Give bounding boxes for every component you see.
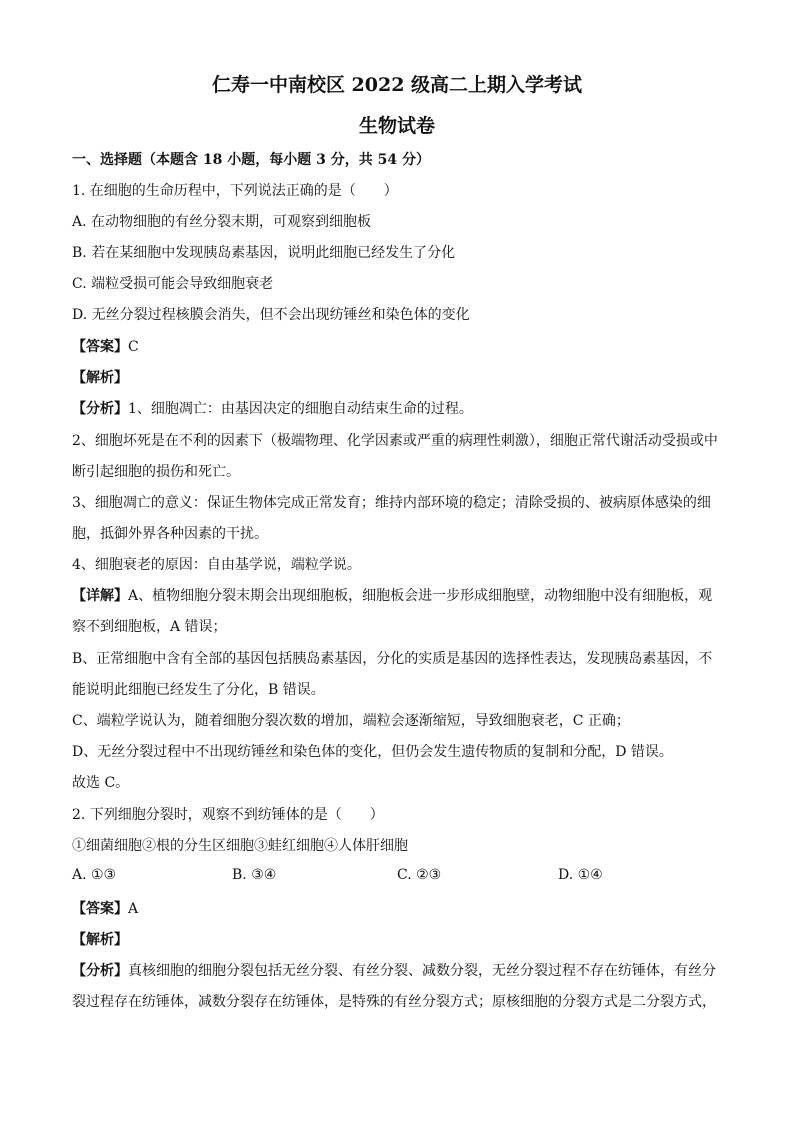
q1-conclusion: 故选 C。 xyxy=(72,775,130,791)
q1-fenxi-line xyxy=(72,399,722,419)
q2-option-c: C. ②③ xyxy=(397,867,442,883)
q1-stem: 1. 在细胞的生命历程中，下列说法正确的是（ ） xyxy=(72,183,398,199)
fenxi-text: 真核细胞的细胞分裂包括无丝分裂、有丝分裂、减数分裂，无丝分裂过程不存在纺锤体，有丝分 xyxy=(128,963,716,979)
q2-fenxi-line xyxy=(72,961,722,981)
q2-fenxi-line: 裂过程存在纺锤体，减数分裂存在纺锤体，是特殊的有丝分裂方式；原核细胞的分裂方式是二分裂方式， xyxy=(72,994,716,1010)
q2-items: ①细菌细胞②根的分生区细胞③蛙红细胞④人体肝细胞 xyxy=(72,838,408,854)
q1-option-d: D. 无丝分裂过程核膜会消失，但不会出现纺锤丝和染色体的变化 xyxy=(72,307,470,323)
answer-value: C xyxy=(128,339,139,355)
q1-xiangjie-line: C、端粒学说认为，随着细胞分裂次数的增加，端粒会逐渐缩短，导致细胞衰老，C 正确； xyxy=(72,713,630,729)
q1-fenxi-line: 3、细胞凋亡的意义：保证生物体完成正常发育；维持内部环境的稳定；清除受损的、被病原体感染的细 xyxy=(72,495,711,511)
q1-xiangjie-line: D、无丝分裂过程中不出现纺锤丝和染色体的变化，但仍会发生遗传物质的复制和分配，D 错误。 xyxy=(72,744,673,760)
answer-value: A xyxy=(128,901,139,917)
q1-fenxi-line: 4、细胞衰老的原因：自由基学说，端粒学说。 xyxy=(72,557,361,573)
q1-xiangjie-line: 察不到细胞板，A 错误； xyxy=(72,619,227,635)
q2-options xyxy=(72,867,722,887)
q2-stem: 2. 下列细胞分裂时，观察不到纺锤体的是（ ） xyxy=(72,807,384,823)
fenxi-text: 1、细胞凋亡：由基因决定的细胞自动结束生命的过程。 xyxy=(128,401,473,417)
xiangjie-tag: 【详解】 xyxy=(72,588,128,604)
q1-option-a: A. 在动物细胞的有丝分裂末期，可观察到细胞板 xyxy=(72,214,372,230)
q1-xiangjie-line xyxy=(72,586,722,606)
exam-title: 仁寿一中南校区 2022 级高二上期入学考试 xyxy=(211,74,583,96)
q1-analysis-heading xyxy=(72,368,722,388)
q1-fenxi-line: 胞，抵御外界各种因素的干扰。 xyxy=(72,526,268,542)
q2-analysis-heading xyxy=(72,930,722,950)
section-heading: 一、选择题（本题含 18 小题，每小题 3 分，共 54 分） xyxy=(72,152,430,168)
q2-option-a: A. ①③ xyxy=(72,867,117,883)
q1-fenxi-line: 2、细胞坏死是在不利的因素下（极端物理、化学因素或严重的病理性刺激），细胞正常代谢活动受损或中 xyxy=(72,433,718,449)
q1-xiangjie-line: B、正常细胞中含有全部的基因包括胰岛素基因，分化的实质是基因的选择性表达，发现胰岛素基因，不 xyxy=(72,651,713,667)
q2-option-b: B. ③④ xyxy=(232,867,277,883)
answer-tag: 【答案】 xyxy=(72,339,128,355)
answer-tag: 【答案】 xyxy=(72,901,128,917)
fenxi-tag: 【分析】 xyxy=(72,401,128,417)
q1-option-c: C. 端粒受损可能会导致细胞衰老 xyxy=(72,276,274,292)
analysis-tag: 【解析】 xyxy=(72,370,128,386)
fenxi-tag: 【分析】 xyxy=(72,963,128,979)
analysis-tag: 【解析】 xyxy=(72,932,128,948)
q1-option-b: B. 若在某细胞中发现胰岛素基因，说明此细胞已经发生了分化 xyxy=(72,245,456,261)
q2-option-d: D. ①④ xyxy=(558,867,603,883)
q1-fenxi-line: 断引起细胞的损伤和死亡。 xyxy=(72,464,240,480)
q2-answer xyxy=(72,899,722,919)
q1-xiangjie-line: 能说明此细胞已经发生了分化，B 错误。 xyxy=(72,682,325,698)
exam-subtitle: 生物试卷 xyxy=(358,115,435,137)
xiangjie-text: A、植物细胞分裂末期会出现细胞板，细胞板会进一步形成细胞壁，动物细胞中没有细胞板，观 xyxy=(128,588,713,604)
q1-answer xyxy=(72,337,722,357)
